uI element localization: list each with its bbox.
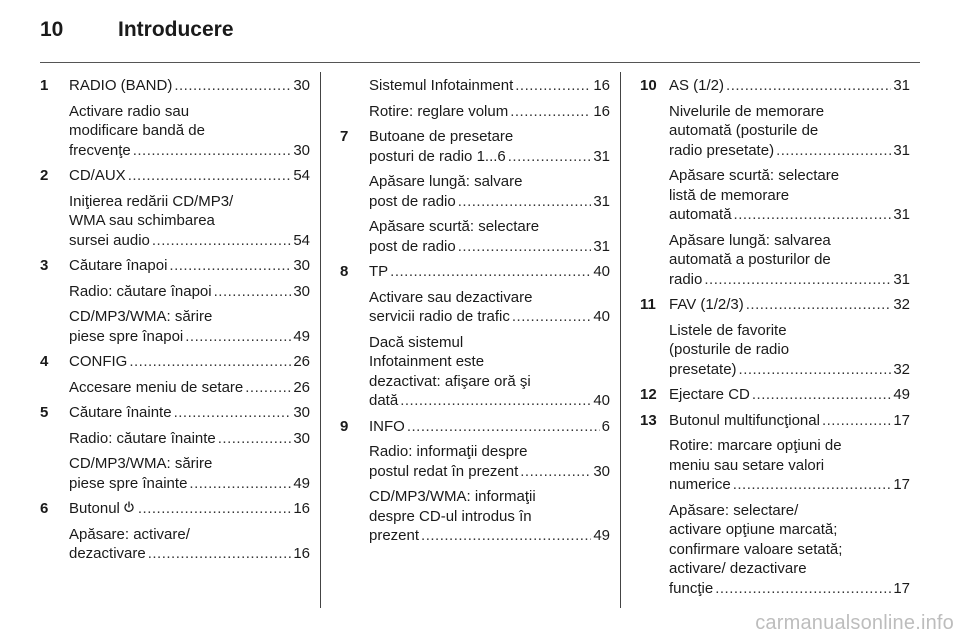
entry-last-line xyxy=(669,579,910,599)
entry-line: dezactivare xyxy=(69,545,146,562)
page-reference: 31 xyxy=(893,77,910,94)
entry-line: Dacă sistemul xyxy=(369,333,464,351)
entry-line: Ejectare CD xyxy=(669,386,750,403)
index-item xyxy=(640,385,910,405)
entry-line: activare/ dezactivare xyxy=(669,560,807,577)
entry-last-line xyxy=(669,385,910,405)
dot-leader xyxy=(733,475,892,495)
page-reference: 32 xyxy=(893,360,910,378)
page-reference: 16 xyxy=(593,102,610,120)
index-entry xyxy=(669,385,910,405)
page-title: Introducere xyxy=(118,18,234,41)
entry-line: activare opţiune marcată; xyxy=(669,521,838,538)
entry-last-line xyxy=(369,417,610,437)
index-entry xyxy=(69,102,310,161)
entry-line: FAV (1/2/3) xyxy=(669,296,744,313)
entry-last-line xyxy=(69,256,310,276)
dot-leader xyxy=(458,237,592,257)
entry-line: servicii radio de trafic xyxy=(369,308,510,325)
entry-line: automată a posturilor de xyxy=(669,251,831,268)
dot-leader xyxy=(726,76,891,96)
dot-leader xyxy=(739,360,892,380)
entry-line: sursei audio xyxy=(69,231,150,249)
entry-line: CD/MP3/WMA: informaţii xyxy=(369,488,536,505)
entry-line: frecvenţe xyxy=(69,141,131,159)
page-reference: 32 xyxy=(893,296,910,313)
entry-line: TP xyxy=(369,263,389,280)
index-entry xyxy=(369,102,610,122)
page-reference: 54 xyxy=(293,231,310,249)
index-entry xyxy=(69,403,310,423)
index-entry xyxy=(69,307,310,346)
column-divider xyxy=(620,72,621,608)
entry-last-line xyxy=(369,147,610,167)
page-reference: 30 xyxy=(293,77,310,94)
index-entry xyxy=(69,378,310,398)
page-reference: 16 xyxy=(593,77,610,94)
entry-last-line xyxy=(669,270,910,290)
page-reference: 30 xyxy=(593,462,610,480)
entry-last-line xyxy=(69,544,310,564)
index-column-3 xyxy=(640,76,910,604)
page-reference: 31 xyxy=(593,237,610,255)
entry-last-line xyxy=(669,76,910,96)
index-entry xyxy=(69,192,310,251)
entry-line: modificare bandă de xyxy=(69,122,205,139)
entry-line: Rotire: marcare opţiuni de xyxy=(669,437,842,454)
index-item xyxy=(340,127,610,256)
item-number: 11 xyxy=(640,296,656,313)
dot-leader xyxy=(512,307,591,327)
index-column-1 xyxy=(40,76,310,570)
page-reference: 49 xyxy=(293,474,310,492)
entry-line: Butoane de presetare xyxy=(369,128,514,145)
entry-line: confirmare valoare setată; xyxy=(669,540,843,558)
entry-line: Apăsare scurtă: selectare xyxy=(669,167,840,184)
entry-line: CONFIG xyxy=(69,353,128,370)
page-reference: 30 xyxy=(293,404,310,421)
power-icon xyxy=(123,501,135,513)
dot-leader xyxy=(458,192,592,212)
entry-line: RADIO (BAND) xyxy=(69,77,173,94)
page-reference: 40 xyxy=(593,308,610,325)
page-reference: 31 xyxy=(893,270,910,288)
dot-leader xyxy=(704,270,891,290)
dot-leader xyxy=(174,403,292,423)
index-entry xyxy=(69,256,310,276)
entry-line: dezactivat: afişare oră şi xyxy=(369,372,531,390)
index-item xyxy=(640,411,910,599)
dot-leader xyxy=(734,205,892,225)
dot-leader xyxy=(515,76,591,96)
entry-line: Accesare meniu de setare xyxy=(69,378,244,396)
entry-line: piese spre înapoi xyxy=(69,327,184,345)
dot-leader xyxy=(174,76,291,96)
dot-leader xyxy=(407,417,600,437)
entry-last-line xyxy=(69,166,310,186)
page-reference: 17 xyxy=(893,411,910,429)
page-reference: 49 xyxy=(593,527,610,544)
entry-line: Apăsare: activare/ xyxy=(69,525,190,543)
entry-last-line xyxy=(69,282,310,302)
entry-line: Căutare înapoi xyxy=(69,257,168,274)
index-entry xyxy=(69,429,310,449)
entry-line: post de radio xyxy=(369,237,456,255)
entry-last-line xyxy=(69,327,310,347)
page-reference: 30 xyxy=(293,257,310,274)
index-entry xyxy=(69,76,310,96)
dot-leader xyxy=(138,499,291,519)
entry-last-line xyxy=(69,499,310,519)
index-entry xyxy=(369,172,610,211)
index-item xyxy=(40,352,310,397)
dot-leader xyxy=(214,282,292,302)
item-number: 12 xyxy=(640,386,657,403)
entry-last-line xyxy=(369,307,610,327)
dot-leader xyxy=(752,385,891,405)
entry-line: Butonul multifuncţional xyxy=(669,411,820,429)
index-entry xyxy=(669,166,910,225)
entry-last-line xyxy=(369,462,610,482)
entry-line: Activare sau dezactivare xyxy=(369,288,533,306)
entry-last-line xyxy=(369,262,610,282)
entry-line: automată xyxy=(669,206,732,223)
entry-line: dată xyxy=(369,392,399,409)
dot-leader xyxy=(185,327,291,347)
index-item xyxy=(40,403,310,493)
dot-leader xyxy=(133,141,292,161)
entry-last-line xyxy=(369,237,610,257)
dot-leader xyxy=(746,295,892,315)
page-reference: 6 xyxy=(601,417,610,435)
index-entry xyxy=(369,417,610,437)
index-entry xyxy=(369,487,610,546)
index-item xyxy=(340,417,610,546)
index-entry xyxy=(369,442,610,481)
column-divider xyxy=(320,72,321,608)
page-reference: 31 xyxy=(893,206,910,223)
entry-line: Radio: căutare înainte xyxy=(69,429,216,447)
dot-leader xyxy=(822,411,891,431)
index-entry xyxy=(669,411,910,431)
entry-line: listă de memorare xyxy=(669,186,790,204)
entry-line: funcţie xyxy=(669,579,714,597)
page-reference: 16 xyxy=(293,545,310,562)
entry-line: meniu sau setare valori xyxy=(669,456,825,474)
entry-last-line xyxy=(669,295,910,315)
index-entry xyxy=(669,501,910,599)
page-reference: 40 xyxy=(593,392,610,409)
entry-last-line xyxy=(369,192,610,212)
index-entry xyxy=(69,454,310,493)
page-reference: 31 xyxy=(593,192,610,210)
entry-last-line xyxy=(669,141,910,161)
entry-line: WMA sau schimbarea xyxy=(69,212,215,229)
index-entry xyxy=(69,282,310,302)
page-reference: 40 xyxy=(593,263,610,280)
index-entry xyxy=(369,76,610,96)
index-entry xyxy=(69,166,310,186)
dot-leader xyxy=(169,256,291,276)
dot-leader xyxy=(400,391,591,411)
item-number: 6 xyxy=(40,500,49,517)
index-entry xyxy=(669,321,910,380)
dot-leader xyxy=(390,262,591,282)
entry-last-line xyxy=(69,141,310,161)
entry-line: Infotainment este xyxy=(369,353,485,370)
entry-line: postul redat în prezent xyxy=(369,462,519,480)
index-entry xyxy=(369,262,610,282)
page-reference: 31 xyxy=(893,141,910,159)
dot-leader xyxy=(129,352,291,372)
entry-last-line xyxy=(69,378,310,398)
entry-line: numerice xyxy=(669,476,731,493)
dot-leader xyxy=(715,579,891,599)
dot-leader xyxy=(510,102,591,122)
page-reference: 26 xyxy=(293,378,310,396)
item-number: 5 xyxy=(40,404,49,421)
index-item xyxy=(340,76,610,121)
entry-line: radio xyxy=(669,270,703,288)
entry-line: piese spre înainte xyxy=(69,474,188,492)
page-reference: 30 xyxy=(293,429,310,447)
page-reference: 31 xyxy=(593,147,610,165)
dot-leader xyxy=(245,378,291,398)
dot-leader xyxy=(776,141,891,161)
entry-last-line xyxy=(669,411,910,431)
item-number: 1 xyxy=(40,77,49,94)
entry-last-line xyxy=(69,76,310,96)
page-reference: 17 xyxy=(893,579,910,597)
entry-line: Apăsare lungă: salvare xyxy=(369,173,523,190)
item-number: 3 xyxy=(40,257,49,274)
entry-last-line xyxy=(69,403,310,423)
entry-line: Listele de favorite xyxy=(669,321,787,339)
index-item xyxy=(40,76,310,160)
entry-last-line xyxy=(669,360,910,380)
page-reference: 54 xyxy=(293,167,310,184)
dot-leader xyxy=(218,429,292,449)
entry-line: Apăsare scurtă: selectare xyxy=(369,218,540,235)
item-number: 8 xyxy=(340,263,349,280)
entry-line: CD/MP3/WMA: sărire xyxy=(69,455,213,472)
entry-line: radio presetate) xyxy=(669,141,775,159)
page-reference: 30 xyxy=(293,141,310,159)
index-entry xyxy=(669,76,910,96)
index-item xyxy=(640,76,910,289)
entry-last-line xyxy=(69,474,310,494)
dot-leader xyxy=(152,231,291,251)
index-entry xyxy=(669,436,910,495)
page-number: 10 xyxy=(40,18,64,41)
entry-line: Sistemul Infotainment xyxy=(369,77,514,94)
entry-line: Căutare înainte xyxy=(69,404,172,421)
index-column-2 xyxy=(340,76,610,552)
item-number: 2 xyxy=(40,167,49,184)
entry-last-line xyxy=(669,475,910,495)
item-number: 10 xyxy=(640,77,657,94)
entry-last-line xyxy=(369,102,610,122)
entry-line: presetate) xyxy=(669,360,737,378)
index-item xyxy=(40,256,310,346)
entry-line: CD/MP3/WMA: sărire xyxy=(69,308,213,325)
item-number: 9 xyxy=(340,417,349,435)
entry-last-line xyxy=(369,76,610,96)
dot-leader xyxy=(520,462,591,482)
page-reference: 30 xyxy=(293,282,310,300)
entry-line: Butonul xyxy=(69,500,120,517)
dot-leader xyxy=(189,474,291,494)
index-item xyxy=(40,166,310,250)
item-number: 13 xyxy=(640,411,657,429)
index-item xyxy=(40,499,310,564)
item-number: 7 xyxy=(340,128,349,145)
dot-leader xyxy=(508,147,592,167)
dot-leader xyxy=(421,526,591,546)
index-entry xyxy=(69,525,310,564)
dot-leader xyxy=(148,544,292,564)
entry-last-line xyxy=(369,526,610,546)
entry-line: post de radio xyxy=(369,192,456,210)
index-entry xyxy=(369,217,610,256)
index-entry xyxy=(369,127,610,166)
page-reference: 49 xyxy=(293,327,310,345)
entry-line: Nivelurile de memorare xyxy=(669,102,825,120)
index-entry xyxy=(69,352,310,372)
entry-line: Radio: informaţii despre xyxy=(369,443,528,460)
page-reference: 16 xyxy=(293,500,310,517)
entry-line: CD/AUX xyxy=(69,167,126,184)
entry-line: prezent xyxy=(369,527,420,544)
item-number: 4 xyxy=(40,353,49,370)
entry-line: AS (1/2) xyxy=(669,77,725,94)
dot-leader xyxy=(128,166,292,186)
page-reference: 17 xyxy=(893,476,910,493)
index-item xyxy=(640,295,910,379)
entry-line: Radio: căutare înapoi xyxy=(69,282,212,300)
watermark: carmanualsonline.info xyxy=(755,612,954,634)
index-entry xyxy=(669,102,910,161)
entry-last-line xyxy=(369,391,610,411)
entry-last-line xyxy=(669,205,910,225)
page-reference: 26 xyxy=(293,353,310,370)
header-divider xyxy=(40,62,920,63)
entry-line: automată (posturile de xyxy=(669,122,819,139)
entry-last-line xyxy=(69,352,310,372)
index-entry xyxy=(69,499,310,519)
entry-last-line xyxy=(69,231,310,251)
index-entry xyxy=(669,295,910,315)
entry-line: despre CD-ul introdus în xyxy=(369,507,532,525)
index-entry xyxy=(669,231,910,290)
entry-line: Apăsare lungă: salvarea xyxy=(669,231,831,249)
entry-line: posturi de radio 1...6 xyxy=(369,147,506,165)
entry-line: Apăsare: selectare/ xyxy=(669,501,799,519)
entry-line: Rotire: reglare volum xyxy=(369,102,509,120)
entry-line: (posturile de radio xyxy=(669,341,790,358)
entry-line: Iniţierea redării CD/MP3/ xyxy=(69,192,234,210)
entry-last-line xyxy=(69,429,310,449)
entry-line: INFO xyxy=(369,417,405,435)
page-header xyxy=(0,0,960,70)
index-entry xyxy=(369,288,610,327)
page-reference: 49 xyxy=(893,386,910,403)
entry-line: Activare radio sau xyxy=(69,102,190,120)
index-entry xyxy=(369,333,610,411)
index-item xyxy=(340,262,610,411)
